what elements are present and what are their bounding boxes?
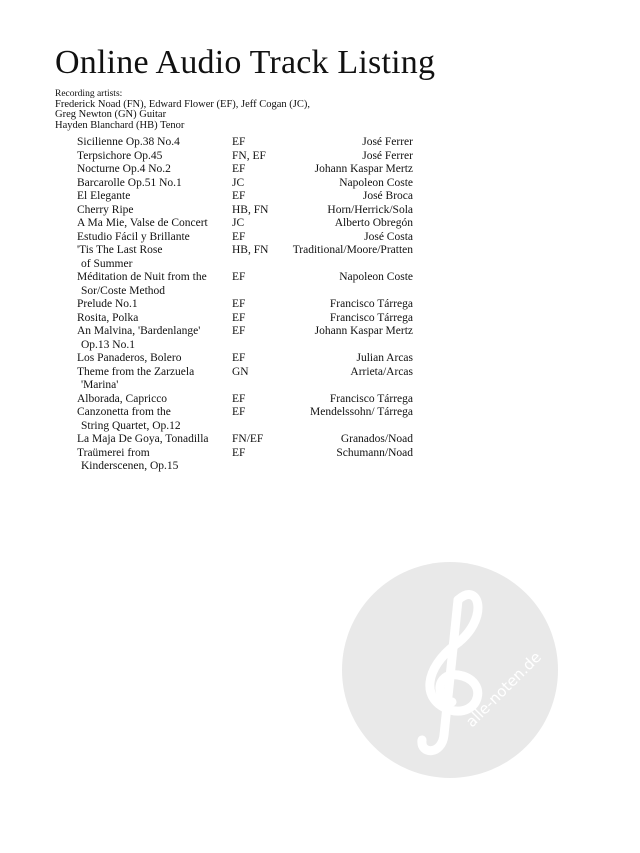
track-artist: HB, FN xyxy=(232,244,269,256)
track-title-line: Terpsichore Op.45 xyxy=(77,149,163,162)
track-artist: FN/EF xyxy=(232,433,264,445)
track-title-line: of Summer xyxy=(81,257,133,270)
track-row xyxy=(77,163,413,177)
recording-artists-label: Recording artists: xyxy=(55,89,123,99)
track-composer: Johann Kaspar Mertz xyxy=(314,325,413,337)
track-title-line: Op.13 No.1 xyxy=(81,338,135,351)
track-artist: EF xyxy=(232,163,246,175)
track-composer: Francisco Tárrega xyxy=(329,298,413,310)
track-title-line: Rosita, Polka xyxy=(77,311,139,324)
track-composer: Francisco Tárrega xyxy=(329,311,413,324)
track-title-line: Cherry Ripe xyxy=(77,203,134,216)
track-title-line: 'Tis The Last Rose xyxy=(77,244,163,256)
track-composer: Alberto Obregón xyxy=(334,217,413,229)
track-title-line: 'Marina' xyxy=(81,379,119,391)
track-composer: Napoleon Coste xyxy=(339,271,413,283)
track-title xyxy=(77,231,237,245)
track-row xyxy=(77,393,413,407)
track-title-line: Estudio Fácil y Brillante xyxy=(77,230,190,243)
track-composer: Mendelssohn/ Tárrega xyxy=(310,406,413,418)
track-artist: EF xyxy=(232,190,246,202)
track-title-line: A Ma Mie, Valse de Concert xyxy=(77,217,208,229)
track-title-line: La Maja De Goya, Tonadilla xyxy=(77,433,209,445)
track-title xyxy=(77,312,237,326)
track-title-line: Sor/Coste Method xyxy=(81,284,166,297)
track-title-line: Barcarolle Op.51 No.1 xyxy=(77,176,182,189)
track-composer: Granados/Noad xyxy=(340,433,413,445)
track-artist: EF xyxy=(232,352,246,364)
track-title xyxy=(77,244,237,271)
track-title-line: Alborada, Capricco xyxy=(77,392,168,405)
track-title xyxy=(77,271,237,298)
track-composer: José Broca xyxy=(362,190,413,202)
recording-artists-line: Greg Newton (GN) Guitar xyxy=(55,109,167,120)
track-row xyxy=(77,271,413,298)
track-title xyxy=(77,150,237,164)
track-artist: GN xyxy=(232,365,249,378)
track-title xyxy=(77,163,237,177)
track-title-line: Theme from the Zarzuela xyxy=(77,365,195,378)
track-title xyxy=(77,366,237,393)
track-title xyxy=(77,298,237,312)
track-title-line: Nocturne Op.4 No.2 xyxy=(77,163,171,175)
track-row xyxy=(77,136,413,150)
track-title xyxy=(77,352,237,366)
track-artist: EF xyxy=(232,311,246,324)
track-title-line: Prelude No.1 xyxy=(77,298,138,310)
track-title-line: El Elegante xyxy=(77,190,131,202)
track-composer: José Ferrer xyxy=(362,149,413,162)
track-title xyxy=(77,447,237,474)
track-artist: JC xyxy=(232,176,245,189)
track-artist: HB, FN xyxy=(232,203,269,216)
track-composer: José Costa xyxy=(364,230,413,243)
track-title xyxy=(77,204,237,218)
track-list xyxy=(77,136,413,474)
track-composer: Horn/Herrick/Sola xyxy=(327,203,413,216)
track-artist: EF xyxy=(232,230,246,243)
track-artist: FN, EF xyxy=(232,149,266,162)
track-title-line: Los Panaderos, Bolero xyxy=(77,352,182,364)
track-composer: Johann Kaspar Mertz xyxy=(314,163,413,175)
track-artist: EF xyxy=(232,406,246,418)
track-title xyxy=(77,325,237,352)
track-row xyxy=(77,177,413,191)
track-title xyxy=(77,190,237,204)
track-title-line: String Quartet, Op.12 xyxy=(81,419,181,432)
track-composer: José Ferrer xyxy=(362,136,413,148)
track-artist: EF xyxy=(232,271,246,283)
track-title xyxy=(77,393,237,407)
track-title xyxy=(77,406,237,433)
track-artist: EF xyxy=(232,136,246,148)
track-title-line: Traümerei from xyxy=(77,446,150,459)
track-row xyxy=(77,298,413,312)
track-row xyxy=(77,204,413,218)
track-composer: Arrieta/Arcas xyxy=(350,365,413,378)
track-row xyxy=(77,447,413,474)
track-title-line: Méditation de Nuit from the xyxy=(77,271,207,283)
track-title xyxy=(77,177,237,191)
page-title: Online Audio Track Listing xyxy=(55,44,436,81)
track-composer: Traditional/Moore/Pratten xyxy=(292,244,413,256)
watermark-text: alle-noten.de xyxy=(462,648,545,731)
track-row xyxy=(77,433,413,447)
recording-artists-line: Frederick Noad (FN), Edward Flower (EF), Jeff Cogan (JC), xyxy=(55,98,310,110)
track-row xyxy=(77,406,413,433)
track-row xyxy=(77,325,413,352)
recording-artists xyxy=(55,89,310,131)
track-title-line: Canzonetta from the xyxy=(77,406,171,418)
track-row xyxy=(77,190,413,204)
track-composer: Francisco Tárrega xyxy=(329,392,413,405)
track-row xyxy=(77,366,413,393)
track-title-line: Sicilienne Op.38 No.4 xyxy=(77,136,180,148)
track-composer: Napoleon Coste xyxy=(339,176,413,189)
track-row xyxy=(77,312,413,326)
track-artist: EF xyxy=(232,325,246,337)
track-row xyxy=(77,244,413,271)
track-row xyxy=(77,231,413,245)
track-artist: EF xyxy=(232,446,246,459)
track-composer: Julian Arcas xyxy=(356,352,413,364)
track-row xyxy=(77,217,413,231)
track-row xyxy=(77,352,413,366)
track-artist: JC xyxy=(232,217,245,229)
track-title xyxy=(77,136,237,150)
track-title-line: Kinderscenen, Op.15 xyxy=(81,460,179,472)
watermark-logo xyxy=(340,560,560,780)
track-title xyxy=(77,217,237,231)
recording-artists-line: Hayden Blanchard (HB) Tenor xyxy=(55,119,185,131)
track-composer: Schumann/Noad xyxy=(336,446,413,459)
track-title-line: An Malvina, 'Bardenlange' xyxy=(77,325,201,337)
track-artist: EF xyxy=(232,392,246,405)
track-row xyxy=(77,150,413,164)
track-artist: EF xyxy=(232,298,246,310)
track-title xyxy=(77,433,237,447)
